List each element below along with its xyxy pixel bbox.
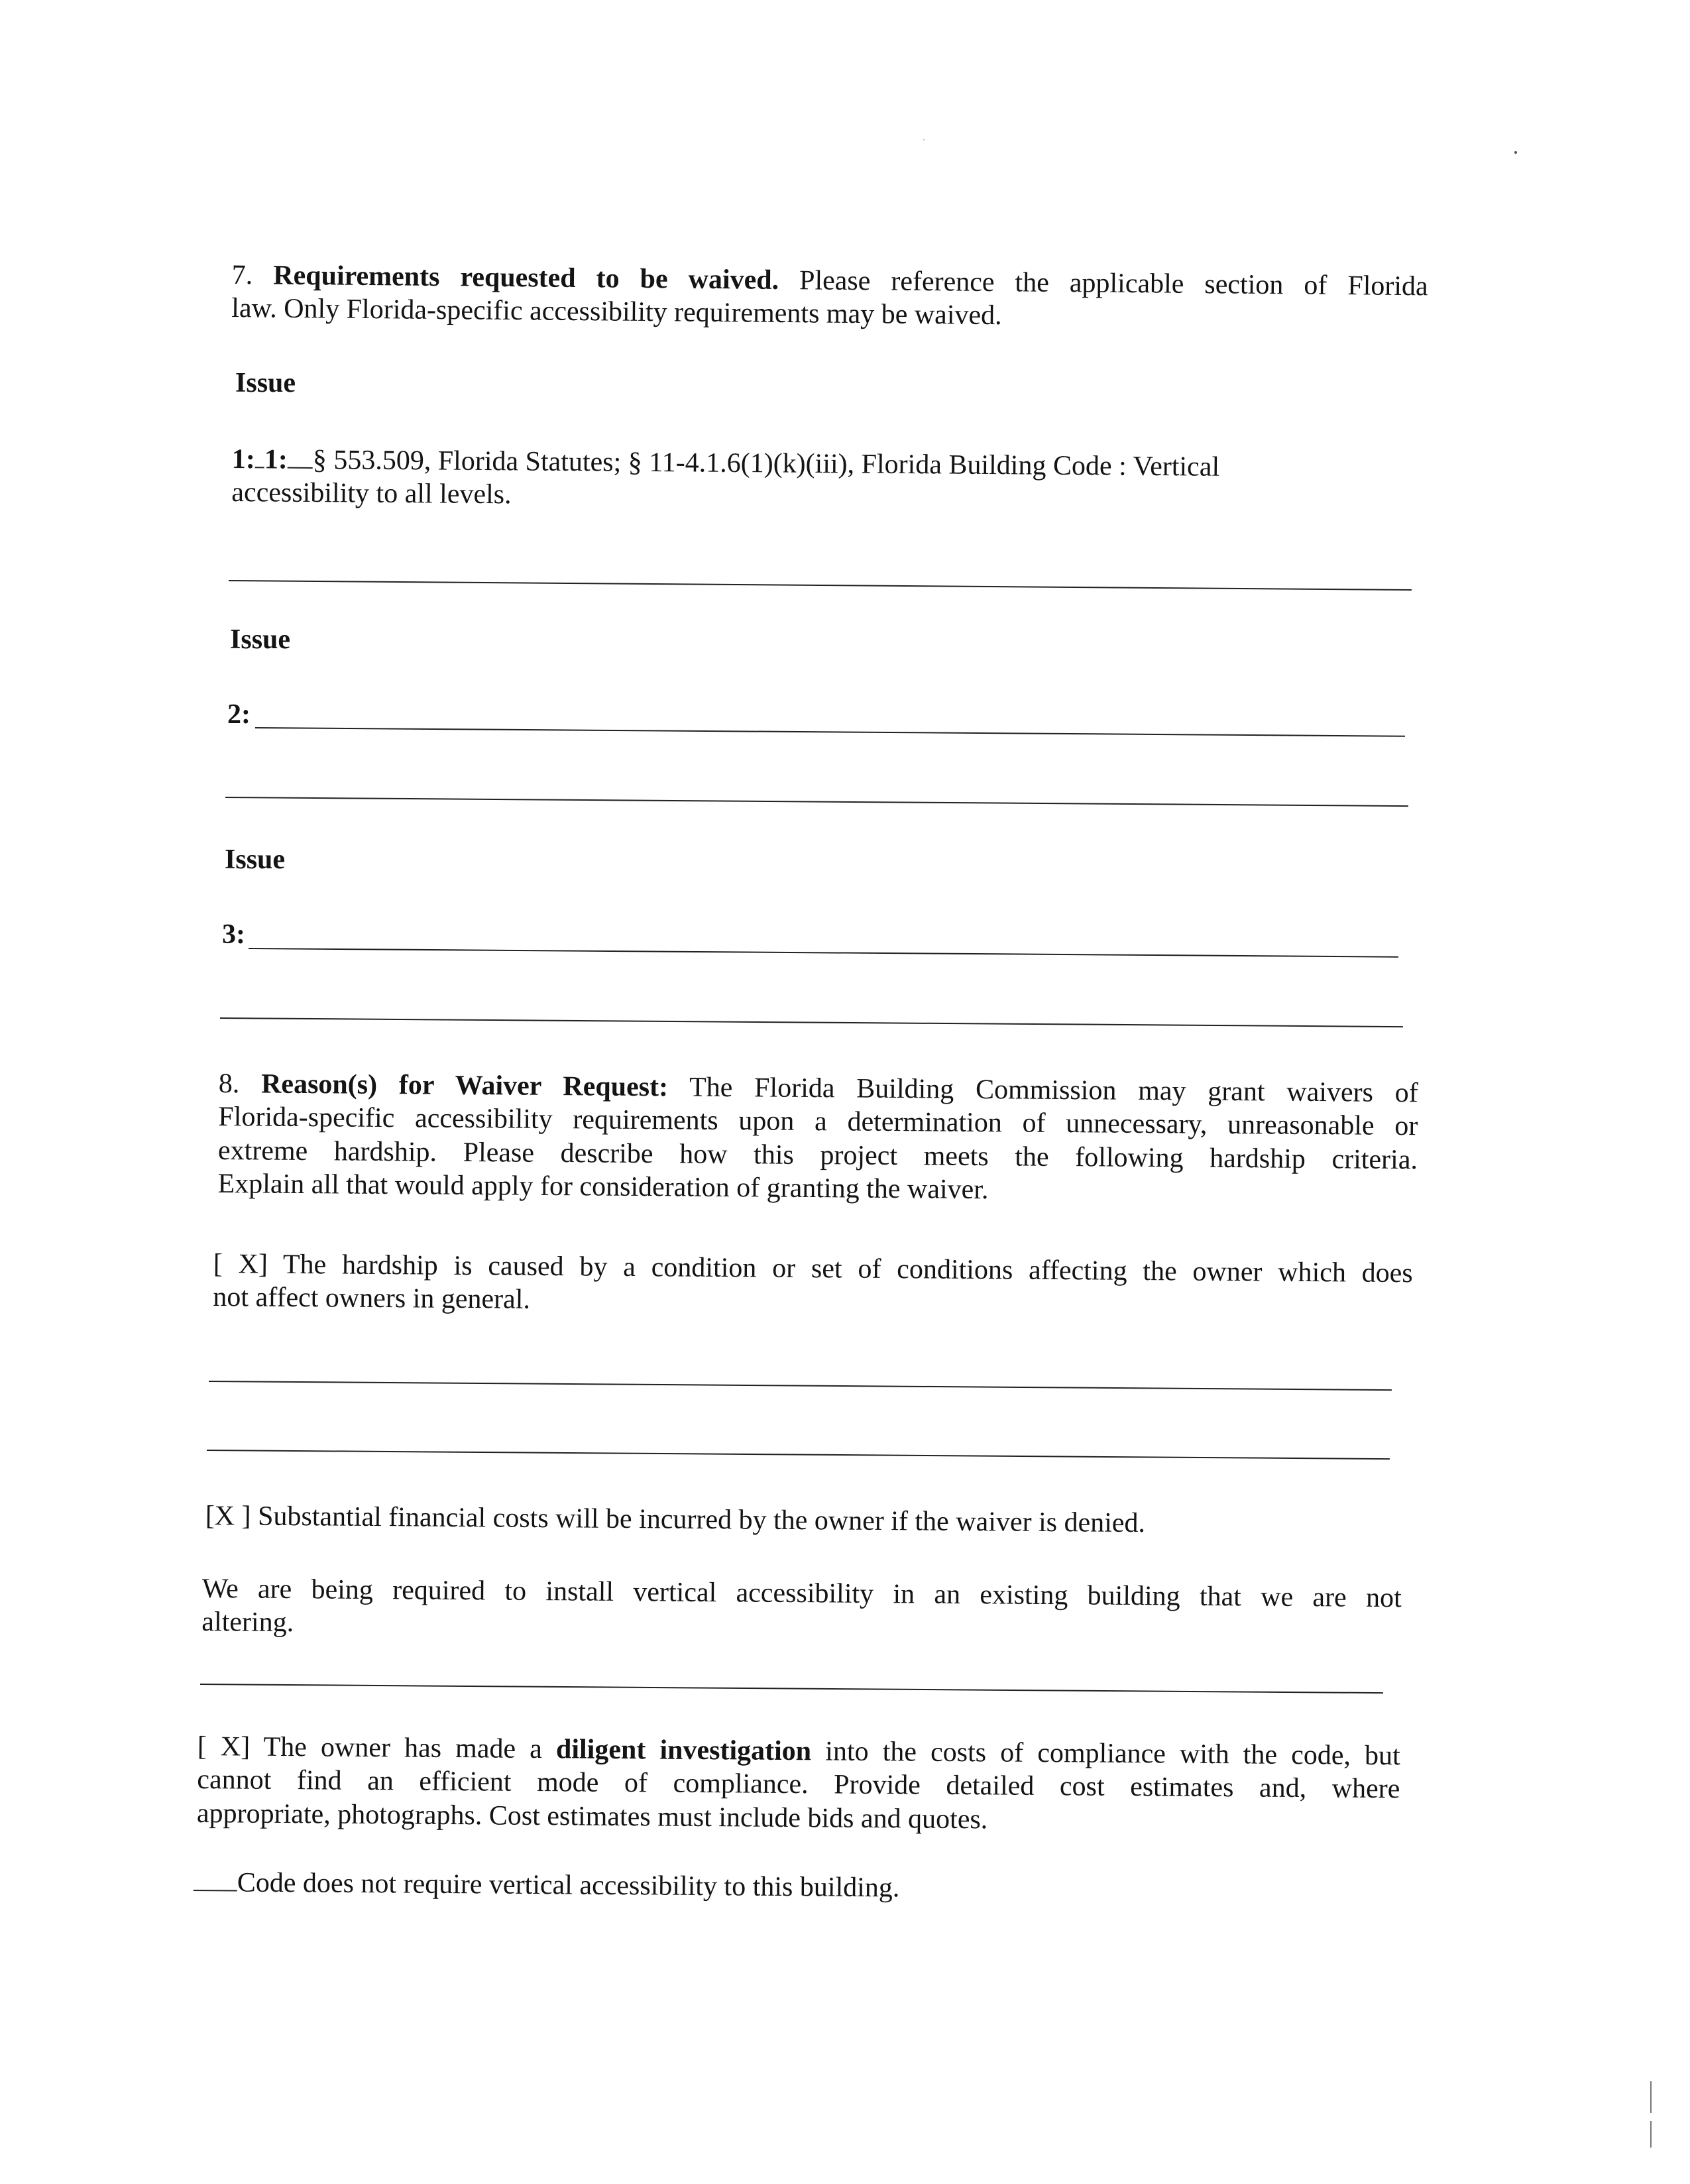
scan-edge-mark: [1650, 2081, 1652, 2113]
issue-2-label: Issue: [230, 624, 291, 655]
criterion-2-blank-line: [200, 1684, 1383, 1694]
issue-3-label: Issue: [225, 844, 286, 875]
criterion-3: [197, 1730, 1400, 1839]
criterion-3-text-1a: The owner has made a: [263, 1731, 543, 1765]
scan-speck: [923, 139, 925, 141]
issue-1-text-1: § 553.509, Florida Statutes; § 11-4.1.6(1)(k)(iii), Florida Building Code : Vertical: [312, 444, 1220, 483]
section-7: [231, 259, 1428, 337]
issue-1-number: 1:: [231, 443, 255, 475]
scan-edge-mark: [1650, 2121, 1652, 2148]
criterion-2-response-line-2: altering.: [201, 1607, 294, 1638]
issue-3-blank-line-1: [249, 948, 1398, 958]
criterion-1-text-1: The hardship is caused by a condition or set of conditions affecting the owner which does: [282, 1249, 1413, 1289]
criterion-3-checkbox: [ X]: [197, 1731, 251, 1762]
criterion-3-text-1b: into the costs of compliance with the code, but: [825, 1736, 1400, 1772]
criterion-1-blank-line-2: [207, 1450, 1390, 1460]
criterion-3-text-3: appropriate, photographs. Cost estimates must include bids and quotes.: [196, 1798, 988, 1835]
final-option-text: Code does not require vertical accessibility to this building.: [237, 1867, 900, 1904]
issue-3-number: 3:: [222, 919, 245, 950]
issue-1-text-2: accessibility to all levels.: [231, 477, 512, 510]
criterion-2-text-1: Substantial financial costs will be incurred by the owner if the waiver is denied.: [257, 1501, 1146, 1539]
section-7-text-2: law. Only Florida-specific accessibility requirements may be waived.: [231, 293, 1002, 331]
criterion-1-checkbox: [ X]: [213, 1248, 268, 1280]
scan-speck: [1514, 151, 1517, 154]
criterion-1-text-2: not affect owners in general.: [213, 1282, 531, 1316]
criterion-3-emphasis: diligent investigation: [555, 1734, 812, 1767]
section-8-text-4: Explain all that would apply for consideration of granting the waiver.: [217, 1169, 989, 1206]
issue-1-label: Issue: [235, 368, 296, 398]
section-8-text-2: Florida-specific accessibility requirements upon a determination of unnecessary, unreasonable or: [218, 1102, 1418, 1142]
criterion-1: [213, 1247, 1413, 1324]
criterion-2-response: [201, 1572, 1402, 1648]
issue-2-number: 2:: [227, 699, 251, 730]
criterion-2-response-line-1: We are being required to install vertical accessibility in an existing building that we are not: [201, 1574, 1402, 1614]
issue-2-blank-line-2: [225, 797, 1408, 807]
section-8-heading: Reason(s) for Waiver Request:: [260, 1068, 669, 1103]
issue-1-entry: [231, 443, 1405, 519]
section-8-text-1: The Florida Building Commission may grant waivers of: [689, 1072, 1418, 1109]
criterion-3-text-2: cannot find an efficient mode of compliance. Provide detailed cost estimates and, where: [197, 1764, 1400, 1805]
criterion-2-checkbox: [X ]: [205, 1501, 251, 1532]
section-8-text-3: extreme hardship. Please describe how this project meets the following hardship criteria.: [217, 1135, 1418, 1175]
section-8-number: 8.: [218, 1068, 240, 1100]
issue-1-prefix: 1:: [264, 444, 288, 475]
final-option: [194, 1866, 1254, 1908]
criterion-2: [205, 1499, 1398, 1542]
criterion-1-blank-line-1: [209, 1381, 1392, 1391]
issue-2-blank-line-1: [255, 727, 1405, 737]
issue-3-blank-line-2: [220, 1017, 1403, 1027]
final-option-blank: [194, 1890, 237, 1892]
section-8: [217, 1067, 1418, 1210]
issue-1-blank-line: [229, 580, 1412, 591]
criterion-2-line-1: [205, 1499, 1398, 1542]
section-7-heading: Requirements requested to be waived.: [273, 260, 779, 296]
section-7-text-1: Please reference the applicable section of Florida: [799, 265, 1428, 302]
section-7-number: 7.: [231, 259, 253, 291]
